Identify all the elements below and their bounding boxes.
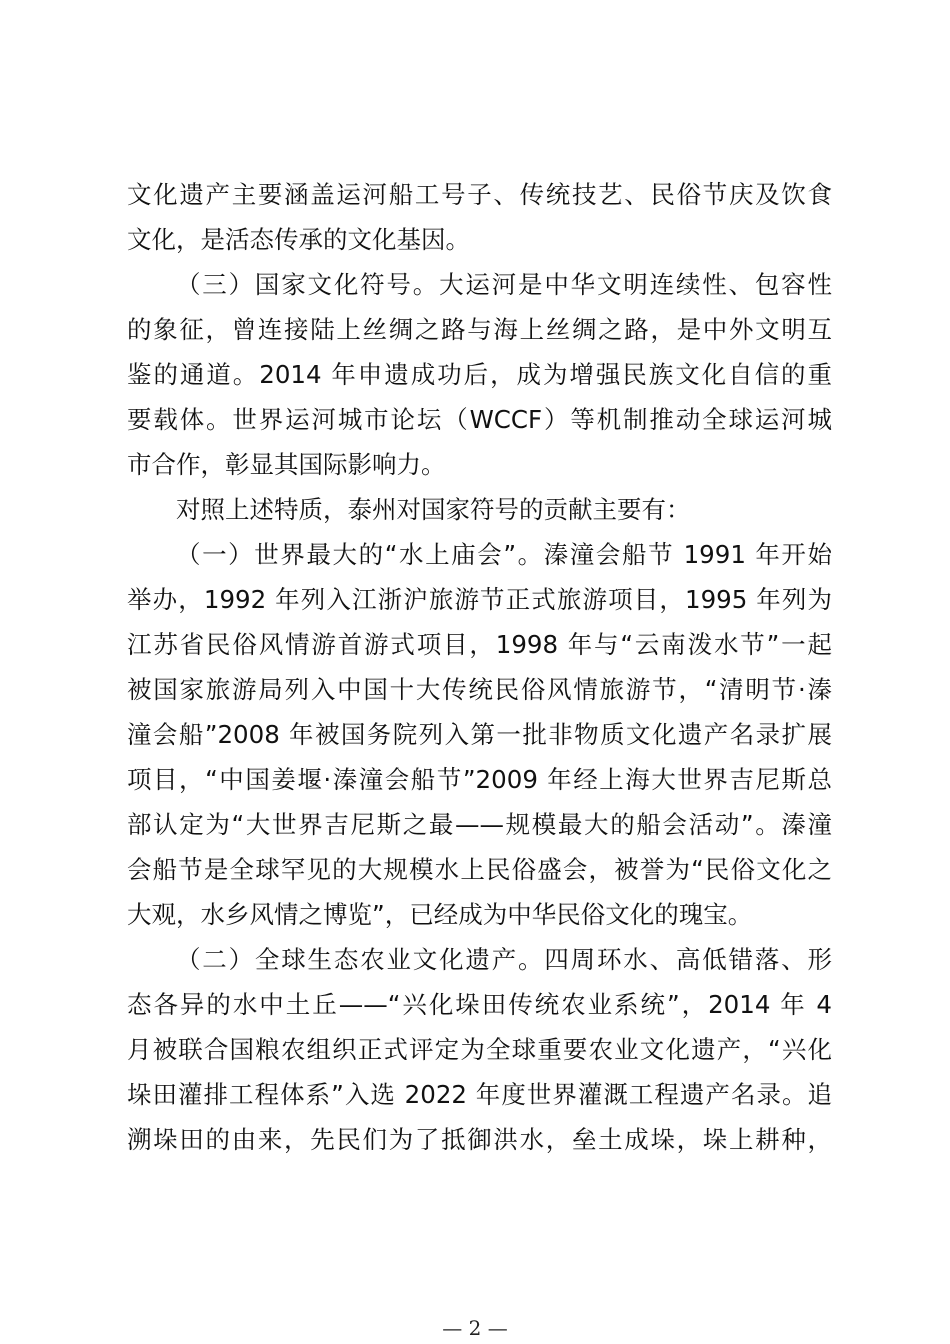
text-line: 潼会船”2008 年被国务院列入第一批非物质文化遗产名录扩展 [127, 720, 832, 749]
text-line: 态各异的水中土丘——“兴化垛田传统农业系统”，2014 年 4 [127, 990, 832, 1019]
text-line: 被国家旅游局列入中国十大传统民俗风情旅游节，“清明节·溱 [127, 675, 832, 704]
text-line: 江苏省民俗风情游首游式项目，1998 年与“云南泼水节”一起 [127, 630, 832, 659]
text-line: 要载体。世界运河城市论坛（WCCF）等机制推动全球运河城 [127, 405, 832, 434]
text-line: 文化，是活态传承的文化基因。 [127, 225, 470, 254]
text-line: 溯垛田的由来，先民们为了抵御洪水，垒土成垛，垛上耕种， [127, 1125, 832, 1154]
text-line: 项目，“中国姜堰·溱潼会船节”2009 年经上海大世界吉尼斯总 [127, 765, 832, 794]
text-line: 会船节是全球罕见的大规模水上民俗盛会，被誉为“民俗文化之 [127, 855, 832, 884]
paragraph-heading-line: （二）全球生态农业文化遗产。四周环水、高低错落、形 [176, 945, 832, 974]
paragraph-heading-line: （三）国家文化符号。大运河是中华文明连续性、包容性 [176, 270, 832, 299]
text-line: 月被联合国粮农组织正式评定为全球重要农业文化遗产，“兴化 [127, 1035, 832, 1064]
text-line: 部认定为“大世界吉尼斯之最——规模最大的船会活动”。溱潼 [127, 810, 832, 839]
text-line: 鉴的通道。2014 年申遗成功后，成为增强民族文化自信的重 [127, 360, 832, 389]
page-number: — 2 — [442, 1316, 508, 1340]
text-line: 垛田灌排工程体系”入选 2022 年度世界灌溉工程遗产名录。追 [127, 1080, 832, 1109]
text-line: 大观，水乡风情之博览”，已经成为中华民俗文化的瑰宝。 [127, 900, 753, 929]
body-text [127, 172, 832, 1162]
text-line: 的象征，曾连接陆上丝绸之路与海上丝绸之路，是中外文明互 [127, 315, 832, 344]
text-line: 对照上述特质，泰州对国家符号的贡献主要有： [176, 495, 691, 524]
text-line: 举办，1992 年列入江浙沪旅游节正式旅游项目，1995 年列为 [127, 585, 832, 614]
text-line: 市合作，彰显其国际影响力。 [127, 450, 446, 479]
text-line: 文化遗产主要涵盖运河船工号子、传统技艺、民俗节庆及饮食 [127, 180, 832, 209]
paragraph-heading-line: （一）世界最大的“水上庙会”。溱潼会船节 1991 年开始 [176, 540, 832, 569]
